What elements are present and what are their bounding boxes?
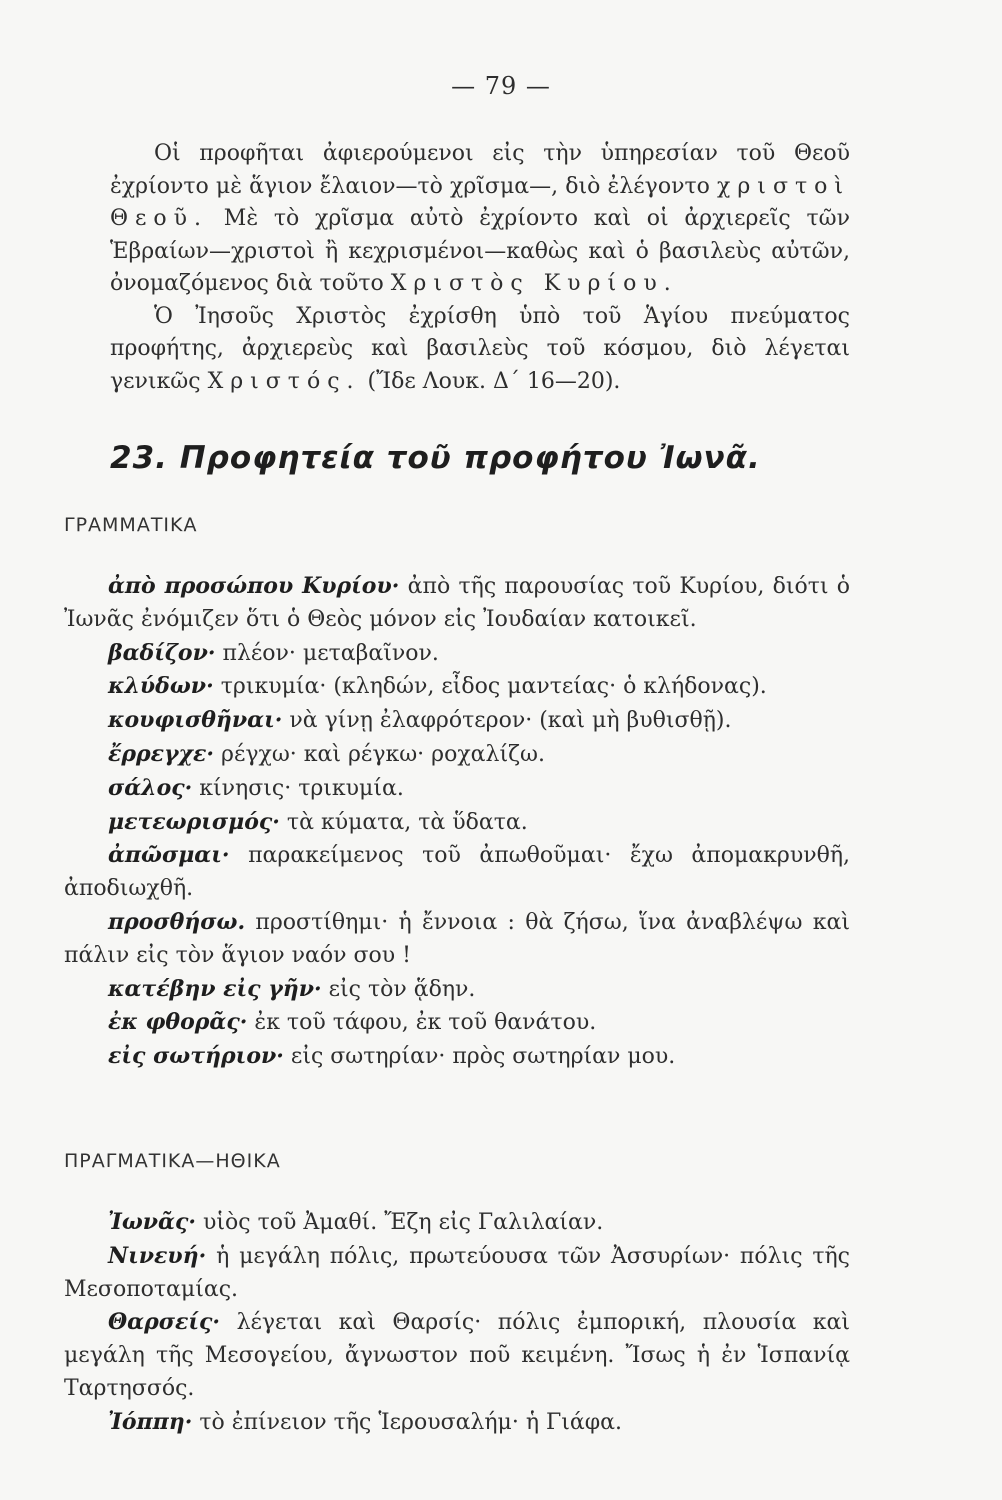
grammar-term: κατέβην εἰς γῆν· [108, 975, 322, 1002]
grammar-definition: τὰ κύματα, τὰ ὕδατα. [279, 809, 528, 835]
grammar-entry [64, 1040, 850, 1074]
practical-entry [64, 1206, 850, 1240]
practical-definition: υἱὸς τοῦ Ἀμαθί. Ἔζη εἰς Γαλιλαίαν. [196, 1210, 604, 1235]
practical-list [64, 1206, 850, 1440]
section-title: 23. Προφητεία τοῦ προφήτου Ἰωνᾶ. [110, 440, 761, 476]
grammar-term: κουφισθῆναι· [108, 707, 283, 734]
grammar-term: μετεωρισμός· [108, 808, 280, 835]
grammar-entry [64, 1006, 850, 1040]
grammar-definition: εἰς σωτηρίαν· πρὸς σωτηρίαν μου. [283, 1044, 676, 1070]
practical-term: Ἰωνᾶς· [108, 1209, 197, 1235]
grammar-definition: παρακείμενος τοῦ ἀπωθοῦμαι· ἔχω ἀπομακρυνθῆ, ἀποδιωχθῆ. [64, 843, 850, 902]
intro-p1-spaced-2: Χριστὸς Κυρίου. [390, 271, 678, 296]
grammar-entry [64, 570, 850, 637]
grammar-definition: προστίθημι· ἡ ἔννοια : θὰ ζήσω, ἵνα ἀναβλέψω καὶ πάλιν εἰς τὸν ἅγιον ναόν σου ! [64, 909, 850, 968]
practical-heading: ΠΡΑΓΜΑΤΙΚΑ—ΗΘΙΚΑ [64, 1150, 281, 1172]
grammar-definition: ἀπὸ τῆς παρουσίας τοῦ Κυρίου, διότι ὁ Ἰωνᾶς ἐνόμιζεν ὅτι ὁ Θεὸς μόνον εἰς Ἰουδαίαν κατοικεῖ. [64, 574, 851, 632]
practical-term: Νινευή· [108, 1242, 207, 1269]
practical-definition: τὸ ἐπίνειον τῆς Ἱερουσαλήμ· ἡ Γιάφα. [192, 1409, 623, 1435]
grammar-definition: κίνησις· τρικυμία. [192, 775, 404, 801]
practical-definition: ἡ μεγάλη πόλις, πρωτεύουσα τῶν Ἀσσυρίων· πόλις τῆς Μεσοποταμίας. [64, 1243, 850, 1302]
intro-p2-a: Ὁ Ἰησοῦς Χριστὸς ἐχρίσθη ὑπὸ τοῦ Ἁγίου πνεύματος προφήτης, ἀρχιερεὺς καὶ βασιλεὺς τοῦ κόσμου, διὸ λέγεται γενικῶς [110, 303, 850, 394]
grammar-entry [64, 704, 850, 738]
page-number: — 79 — [451, 72, 551, 100]
grammar-entry [64, 973, 850, 1007]
grammar-term: ἀπῶσμαι· [108, 842, 230, 869]
grammar-definition: τρικυμία· (κληδών, εἶδος μαντείας· ὁ κλήδονας). [213, 674, 767, 700]
grammar-definition: εἰς τὸν ᾅδην. [321, 976, 476, 1002]
intro-p2-c: (Ἴδε Λουκ. Δ΄ 16—20). [367, 368, 621, 394]
practical-term: Θαρσείς· [108, 1309, 221, 1336]
grammar-term: εἰς σωτήριον· [108, 1043, 284, 1070]
practical-term: Ἰόππη· [108, 1408, 193, 1435]
intro-p1-c: Μὲ τὸ χρῖσμα αὐτὸ ἐχρίοντο καὶ οἱ ἀρχιερεῖς τῶν Ἑβραίων—χριστοὶ ἢ κεχρισμένοι—καθὼς καὶ ὁ βασιλεὺς αὐτῶν, ὀνομαζόμενος διὰ τοῦτο [110, 206, 850, 296]
grammar-definition: ἐκ τοῦ τάφου, ἐκ τοῦ θανάτου. [247, 1010, 597, 1036]
grammar-definition: πλέον· μεταβαῖνον. [215, 640, 439, 666]
grammar-entry [64, 772, 850, 806]
practical-entry [64, 1240, 850, 1307]
grammar-entry [64, 670, 850, 704]
grammar-heading: ΓΡΑΜΜΑΤΙΚΑ [64, 514, 198, 536]
grammar-term: βαδίζον· [108, 639, 216, 666]
grammar-term: ἔρρεγχε· [108, 740, 215, 767]
grammar-list [64, 570, 850, 1074]
grammar-entry [64, 637, 850, 671]
grammar-entry [64, 738, 850, 772]
intro-p2-spaced: Χριστός. [207, 368, 361, 394]
intro-paragraph-1 [110, 138, 850, 301]
practical-entry [64, 1406, 850, 1440]
grammar-definition: νὰ γίνῃ ἐλαφρότερον· (καὶ μὴ βυθισθῇ). [282, 708, 732, 734]
grammar-term: σάλος· [108, 774, 193, 801]
grammar-entry [64, 839, 850, 906]
intro-p1-spaced: χριστοὶ Θεοῦ. [110, 173, 850, 231]
grammar-definition: ρέγχω· καὶ ρέγκω· ροχαλίζω. [214, 741, 545, 767]
grammar-entry [64, 906, 850, 973]
grammar-entry [64, 806, 850, 840]
grammar-term: προσθήσω. [108, 908, 246, 935]
intro-p1-a: Οἱ προφῆται ἀφιερούμενοι εἰς τὴν ὑπηρεσίαν τοῦ Θεοῦ ἐχρίοντο μὲ ἅγιον ἔλαιον—τὸ χρῖσμα—, διὸ ἐλέγοντο [110, 141, 850, 199]
grammar-term: κλύδων· [108, 673, 214, 700]
intro-text [110, 138, 850, 398]
grammar-term: ἐκ φθορᾶς· [108, 1009, 248, 1036]
practical-entry [64, 1306, 850, 1405]
practical-definition: λέγεται καὶ Θαρσίς· πόλις ἐμπορική, πλουσία καὶ μεγάλη τῆς Μεσογείου, ἄγνωστον ποῦ κειμένη. Ἴσως ἡ ἐν Ἱσπανίᾳ Ταρτησσός. [64, 1310, 850, 1401]
intro-paragraph-2 [110, 301, 850, 399]
grammar-term: ἀπὸ προσώπου Κυρίου· [108, 573, 400, 599]
